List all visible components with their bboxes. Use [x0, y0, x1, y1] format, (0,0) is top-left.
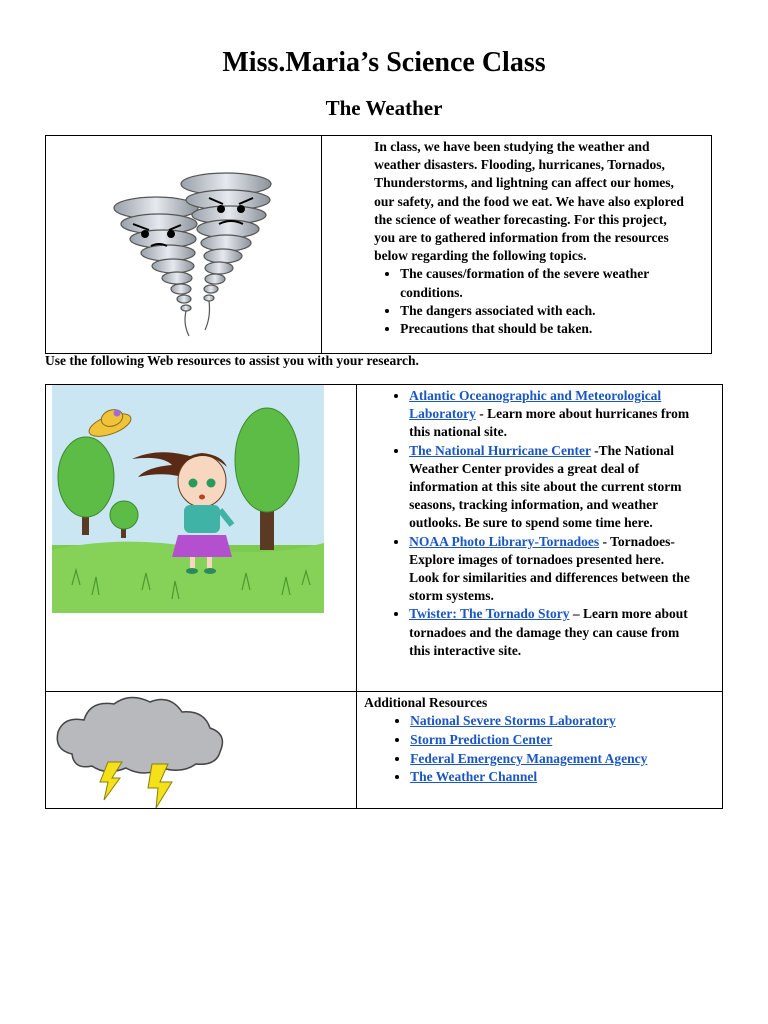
- resource-link-nhc[interactable]: The National Hurricane Center: [409, 442, 591, 458]
- cloud-image-cell: [46, 692, 357, 809]
- additional-resource-item: [410, 750, 722, 768]
- page-title: Miss.Maria’s Science Class: [222, 47, 546, 78]
- additional-resources-cell: [357, 692, 723, 809]
- link-spc[interactable]: Storm Prediction Center: [410, 732, 553, 748]
- link-nssl[interactable]: National Severe Storms Laboratory: [410, 713, 616, 729]
- topic-item: • Precautions that should be taken.: [400, 320, 689, 338]
- resource-item: [409, 442, 693, 533]
- intro-table: [45, 135, 712, 354]
- resources-instruction: Use the following Web resources to assist you with your research.: [45, 353, 419, 368]
- intro-text-cell: [322, 136, 712, 354]
- tornado-cartoon-image: [111, 172, 311, 347]
- additional-resource-list: [364, 712, 722, 786]
- topic-item: • The causes/formation of the severe weather conditions.: [400, 265, 689, 301]
- windy-girl-cartoon-image: [52, 385, 324, 613]
- resource-description: -The National Weather Center provides a great deal of information at this site about the current storm seasons, tracking information, and weather outlooks. Be sure to spend some time here.: [409, 442, 682, 531]
- resource-description: - Tornadoes- Explore images of tornadoes presented here. Look for similarities and differences between the storm systems.: [409, 533, 690, 604]
- additional-resources-heading: Additional Resources: [364, 695, 488, 710]
- resources-text-cell: [357, 385, 723, 692]
- link-fema[interactable]: Federal Emergency Management Agency: [410, 750, 648, 766]
- resource-link-aoml[interactable]: Atlantic Oceanographic and Meteorological Laboratory: [409, 388, 662, 422]
- topic-list: [374, 265, 689, 338]
- intro-paragraph: In class, we have been studying the weather and weather disasters. Flooding, hurricanes, Tornados, Thunderstorms, and lightning can affect our homes, our safety, and the food we eat. We have also explored the science of weather forecasting. For this project, you are to gathered information from the resources below regarding the following topics.: [374, 139, 684, 264]
- resource-link-twister[interactable]: Twister: The Tornado Story: [409, 606, 570, 622]
- resource-description: - Learn more about hurricanes from this national site.: [409, 406, 690, 440]
- page-subtitle: The Weather: [325, 96, 443, 120]
- girl-image-cell: [46, 385, 357, 692]
- resource-item: [409, 605, 693, 660]
- resource-description: – Learn more about tornadoes and the damage they can cause from this interactive site.: [409, 606, 688, 658]
- resource-item: [409, 533, 693, 606]
- additional-resource-item: [410, 768, 722, 786]
- resource-link-noaa-photo[interactable]: NOAA Photo Library-Tornadoes: [409, 533, 600, 549]
- topic-item: • The dangers associated with each.: [400, 302, 689, 320]
- resource-list: [409, 387, 693, 660]
- additional-resource-item: [410, 731, 722, 749]
- additional-resource-item: [410, 712, 722, 730]
- link-weather-channel[interactable]: The Weather Channel: [410, 768, 538, 784]
- tornado-image-cell: [46, 136, 322, 354]
- storm-cloud-cartoon-image: [52, 692, 228, 808]
- storm-cloud: [57, 697, 222, 773]
- resources-table: [45, 384, 723, 809]
- tornado-left: [114, 197, 198, 336]
- resource-item: [409, 387, 693, 442]
